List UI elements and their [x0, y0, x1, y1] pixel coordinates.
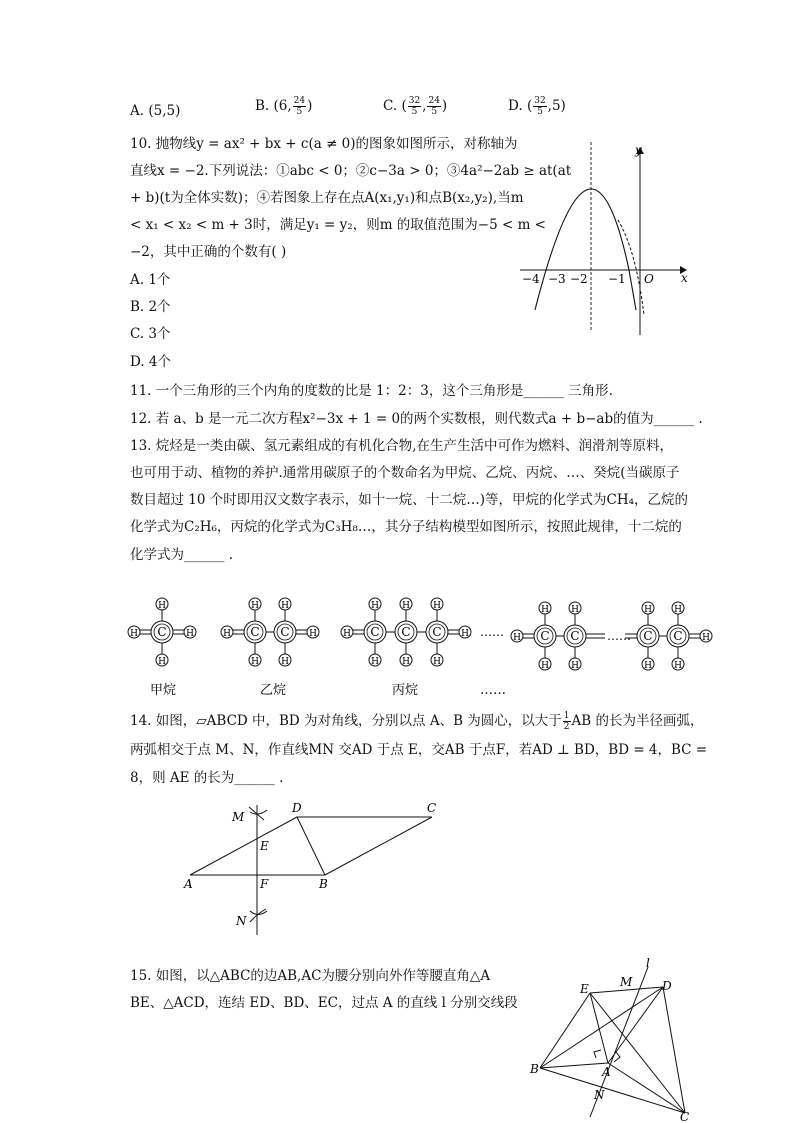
- label-a: A: [602, 1065, 611, 1079]
- propane-h-label: H: [461, 629, 469, 639]
- propane-c-label: C: [401, 625, 411, 639]
- propane-c-label: C: [370, 625, 380, 639]
- q10-line-1: 10. 抛物线y = ax² + bx + c(a ≠ 0)的图象如图所示，对称轴为: [130, 136, 518, 152]
- label-e: E: [580, 982, 589, 996]
- q10-option-d: D. 4个: [130, 354, 172, 370]
- segment-dc: [663, 987, 685, 1113]
- ethane-h-label: H: [251, 657, 259, 667]
- q11-text: 11. 一个三角形的三个内角的度数的比是 1：2：3，这个三角形是______ 三角形.: [130, 383, 613, 399]
- alkane-right-h-label: H: [674, 605, 682, 615]
- label-d: D: [292, 801, 302, 815]
- propane-h-label: H: [402, 657, 410, 667]
- alkane-left-h-label: H: [571, 605, 579, 615]
- arc-n-2: [250, 909, 266, 922]
- alkane-left-c-label: C: [570, 629, 580, 643]
- q14-line-3: 8，则 AE 的长为______ .: [130, 770, 284, 786]
- molecule-caption: ……: [480, 683, 506, 698]
- label-f: F: [260, 877, 269, 891]
- parabola-curve: [535, 189, 636, 310]
- q10-option-b: B. 2个: [130, 299, 171, 315]
- ethane-h-label: H: [309, 629, 317, 639]
- methane-h-label: H: [158, 657, 166, 667]
- propane-h-label: H: [343, 629, 351, 639]
- propane-c-label: C: [432, 625, 442, 639]
- label-e: E: [260, 839, 269, 853]
- segment-bc: [540, 1068, 685, 1113]
- propane-h-label: H: [371, 657, 379, 667]
- label-m: M: [232, 810, 245, 824]
- y-axis-label: y: [635, 143, 642, 157]
- segment-bc: [325, 817, 432, 875]
- q12-text: 12. 若 a、b 是一元二次方程x²−3x + 1 = 0的两个实数根，则代数式a + b−ab的值为______ .: [130, 411, 703, 427]
- alkane-right-h-label: H: [702, 633, 710, 643]
- alkane-right-h-label: H: [644, 661, 652, 671]
- q13-line-3: 数目超过 10 个时即用汉文数字表示，如十一烷、十二烷…)等，甲烷的化学式为CH₄，乙烷的: [130, 492, 689, 508]
- q15-line-2: BE、△ACD，连结 ED、BD、EC，过点 A 的直线 l 分别交线段: [130, 995, 518, 1011]
- q14-line-1: 14. 如图，▱ABCD 中，BD 为对角线，分别以点 A、B 为圆心，以大于 $\frac{1}{2}$ AB 的长为半径画弧，: [130, 711, 704, 732]
- ethane-c-label: C: [280, 625, 290, 639]
- q13-line-4: 化学式为C₂H₆，丙烷的化学式为C₃H₈…，其分子结构模型如图所示，按照此规律，十二烷的: [130, 519, 682, 535]
- parabola-graph: [518, 140, 698, 340]
- label-l: l: [646, 956, 650, 970]
- ethane-h-label: H: [251, 601, 259, 611]
- segment-ac: [608, 1063, 685, 1113]
- origin-label: O: [644, 272, 654, 286]
- alkane-left-h-label: H: [571, 661, 579, 671]
- label-b: B: [530, 1062, 539, 1076]
- methane-h-label: H: [158, 601, 166, 611]
- q9-option-a: A. (5,5): [130, 103, 181, 119]
- ethane-h-label: H: [281, 657, 289, 667]
- propane-h-label: H: [433, 657, 441, 667]
- segment-ea: [590, 993, 608, 1063]
- q9-option-b: B. (6, $\frac{24}{5}$ ): [255, 96, 313, 117]
- q9-option-c: C. ( $\frac{32}{5}$ , $\frac{24}{5}$ ): [383, 96, 448, 117]
- propane-h-label: H: [371, 601, 379, 611]
- methane-h-label: H: [186, 629, 194, 639]
- tick-neg3: −3: [548, 272, 566, 286]
- label-n: N: [594, 1088, 605, 1102]
- label-m: M: [620, 975, 633, 989]
- propane-h-label: H: [433, 601, 441, 611]
- q10-line-2: 直线x = −2.下列说法：①abc < 0；②c−3a > 0；③4a²−2ab ≥ at(at: [130, 163, 572, 179]
- parallelogram-diagram: [180, 800, 450, 940]
- molecule-ellipsis: ……: [480, 625, 504, 639]
- alkane-left-h-label: H: [513, 633, 521, 643]
- molecule-diagram: [120, 590, 720, 700]
- molecule-ellipsis-2: ……: [607, 629, 631, 643]
- q13-line-5: 化学式为______ .: [130, 547, 234, 563]
- methane-c-label: C: [157, 625, 167, 639]
- segment-ba: [540, 1063, 608, 1068]
- alkane-right-h-label: H: [674, 661, 682, 671]
- alkane-left-c-label: C: [540, 629, 550, 643]
- q10-line-4: < x₁ < x₂ < m + 3时，满足y₁ = y₂，则m 的取值范围为−5 < m <: [130, 217, 546, 233]
- tick-neg2: −2: [570, 272, 588, 286]
- q14-line-2: 两弧相交于点 M、N，作直线MN 交AD 于点 E，交AB 于点F，若AD ⊥ BD，BD = 4，BC =: [130, 742, 708, 758]
- x-axis-label: x: [681, 271, 688, 285]
- ethane-c-label: C: [250, 625, 260, 639]
- segment-bd: [540, 987, 663, 1068]
- tick-neg1: −1: [608, 272, 626, 286]
- label-c: C: [427, 801, 437, 815]
- segment-ad: [190, 817, 297, 875]
- molecule-caption: 丙烷: [392, 683, 419, 698]
- molecule-caption: 甲烷: [150, 683, 177, 698]
- triangle-diagram: [528, 955, 708, 1123]
- molecule-caption: 乙烷: [260, 683, 287, 698]
- alkane-left-h-label: H: [541, 661, 549, 671]
- alkane-right-c-label: C: [643, 629, 653, 643]
- q10-option-a: A. 1个: [130, 272, 171, 288]
- ethane-h-label: H: [281, 601, 289, 611]
- segment-be: [540, 993, 590, 1068]
- alkane-left-h-label: H: [541, 605, 549, 615]
- label-b: B: [319, 877, 328, 891]
- alkane-right-h-label: H: [644, 605, 652, 615]
- q10-line-3: + b)(t为全体实数)；④若图象上存在点A(x₁,y₁)和点B(x₂,y₂),当m: [130, 190, 524, 206]
- q10-option-c: C. 3个: [130, 326, 171, 342]
- alkane-right-c-label: C: [673, 629, 683, 643]
- q15-line-1: 15. 如图，以△ABC的边AB,AC为腰分别向外作等腰直角△A: [130, 968, 491, 984]
- label-d: D: [662, 979, 672, 993]
- ethane-h-label: H: [223, 629, 231, 639]
- segment-bd: [297, 817, 325, 875]
- label-a: A: [184, 877, 193, 891]
- label-c: C: [680, 1110, 690, 1123]
- q10-line-5: −2，其中正确的个数有( ): [130, 244, 287, 260]
- tick-neg4: −4: [522, 272, 540, 286]
- right-angle-mark-1: [594, 1050, 601, 1058]
- propane-h-label: H: [402, 601, 410, 611]
- label-n: N: [236, 914, 247, 928]
- methane-h-label: H: [130, 629, 138, 639]
- q13-line-1: 13. 烷烃是一类由碳、氢元素组成的有机化合物,在生产生活中可作为燃料、润滑剂等原料，: [130, 438, 674, 454]
- q13-line-2: 也可用于动、植物的养护.通常用碳原子的个数命名为甲烷、乙烷、丙烷、…、癸烷(当碳原子: [130, 465, 680, 481]
- q9-option-d: D. ( $\frac{32}{5}$ ,5): [508, 96, 566, 117]
